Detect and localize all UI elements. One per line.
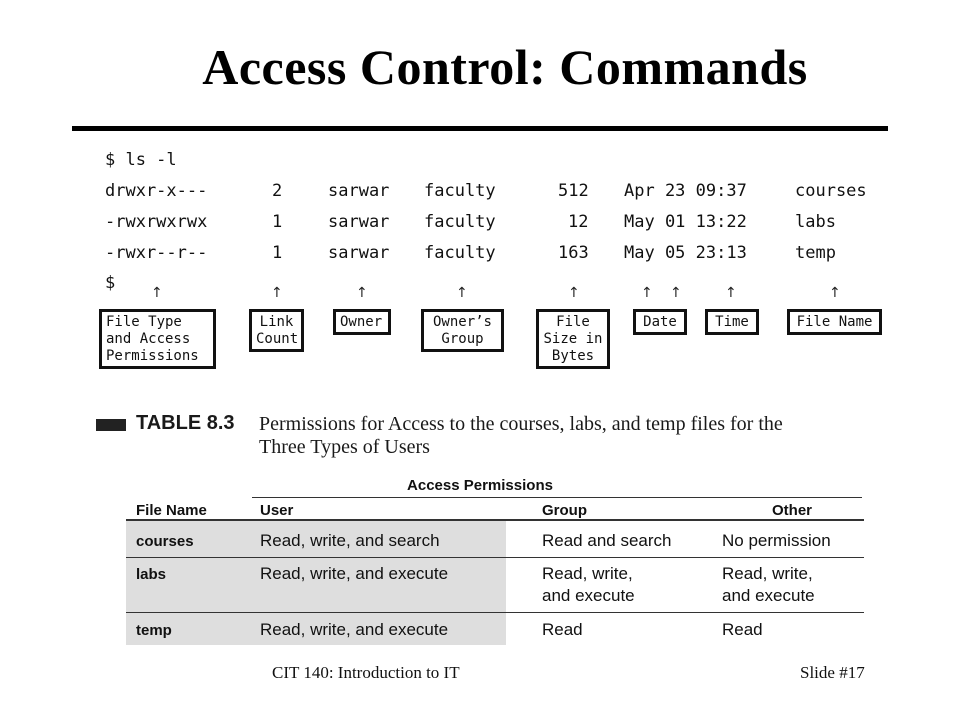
perm-cell: -rwxr--r-- <box>105 243 208 263</box>
slide-title: Access Control: Commands <box>202 39 808 95</box>
col-header-other: Other <box>772 502 813 519</box>
table-cell-file: temp <box>136 622 172 639</box>
arrow-up-icon: ↑ <box>670 285 682 301</box>
arrow-up-icon: ↑ <box>829 285 841 301</box>
row-rule <box>126 612 864 613</box>
label-file-type: File Type and Access Permissions <box>99 309 216 369</box>
table-marker <box>96 419 126 431</box>
table-number: TABLE 8.3 <box>136 412 235 434</box>
col-header-file-name: File Name <box>136 502 207 519</box>
access-permissions-header: Access Permissions <box>407 477 553 494</box>
table-cell-group: Read <box>542 620 583 639</box>
date-cell: May 01 13:22 <box>624 212 747 232</box>
perm-cell: -rwxrwxrwx <box>105 212 208 232</box>
label-link-count: Link Count <box>249 309 304 352</box>
table-cell-user: Read, write, and search <box>260 531 440 550</box>
arrow-up-icon: ↑ <box>271 285 283 301</box>
col-header-user: User <box>260 502 294 519</box>
links-cell: 1 <box>272 212 283 232</box>
table-caption: Permissions for Access to the courses, labs, and temp files for the Three Types of Users <box>259 413 783 458</box>
table-cell-other: Read <box>722 620 763 639</box>
footer-course: CIT 140: Introduction to IT <box>272 663 460 682</box>
ls-command: $ ls -l <box>105 150 177 170</box>
name-cell: courses <box>795 181 867 201</box>
perm-cell: drwxr-x--- <box>105 181 208 201</box>
arrow-up-icon: ↑ <box>456 285 468 301</box>
row-rule <box>126 557 864 558</box>
title-divider <box>72 126 888 131</box>
table-cell-other: Read, write, and execute <box>722 564 815 605</box>
owner-cell: sarwar <box>328 212 390 232</box>
links-cell: 2 <box>272 181 283 201</box>
table-cell-file: courses <box>136 533 194 550</box>
owner-cell: sarwar <box>328 243 390 263</box>
label-time: Time <box>705 309 759 335</box>
label-owner: Owner <box>333 309 391 335</box>
owner-cell: sarwar <box>328 181 390 201</box>
size-cell: 512 <box>558 181 589 201</box>
label-date: Date <box>633 309 687 335</box>
label-file-size: File Size in Bytes <box>536 309 610 369</box>
table-cell-file: labs <box>136 566 167 583</box>
name-cell: temp <box>795 243 836 263</box>
arrow-up-icon: ↑ <box>356 285 368 301</box>
date-cell: Apr 23 09:37 <box>624 181 747 201</box>
group-cell: faculty <box>424 212 496 232</box>
label-owners-group: Owner’s Group <box>421 309 504 352</box>
name-cell: labs <box>795 212 836 232</box>
super-header-rule <box>252 497 862 498</box>
arrow-up-icon: ↑ <box>151 285 163 301</box>
col-header-group: Group <box>542 502 587 519</box>
size-cell: 12 <box>568 212 589 232</box>
table-cell-user: Read, write, and execute <box>260 620 449 639</box>
arrow-up-icon: ↑ <box>641 285 653 301</box>
label-file-name: File Name <box>787 309 882 335</box>
links-cell: 1 <box>272 243 283 263</box>
table-cell-group: Read, write, and execute <box>542 564 635 605</box>
footer-slide-number: Slide #17 <box>800 663 865 682</box>
size-cell: 163 <box>558 243 589 263</box>
table-cell-user: Read, write, and execute <box>260 564 449 583</box>
arrow-up-icon: ↑ <box>568 285 580 301</box>
end-prompt: $ <box>105 273 116 293</box>
group-cell: faculty <box>424 181 496 201</box>
arrow-up-icon: ↑ <box>725 285 737 301</box>
date-cell: May 05 23:13 <box>624 243 747 263</box>
group-cell: faculty <box>424 243 496 263</box>
table-cell-other: No permission <box>722 531 831 550</box>
table-cell-group: Read and search <box>542 531 672 550</box>
